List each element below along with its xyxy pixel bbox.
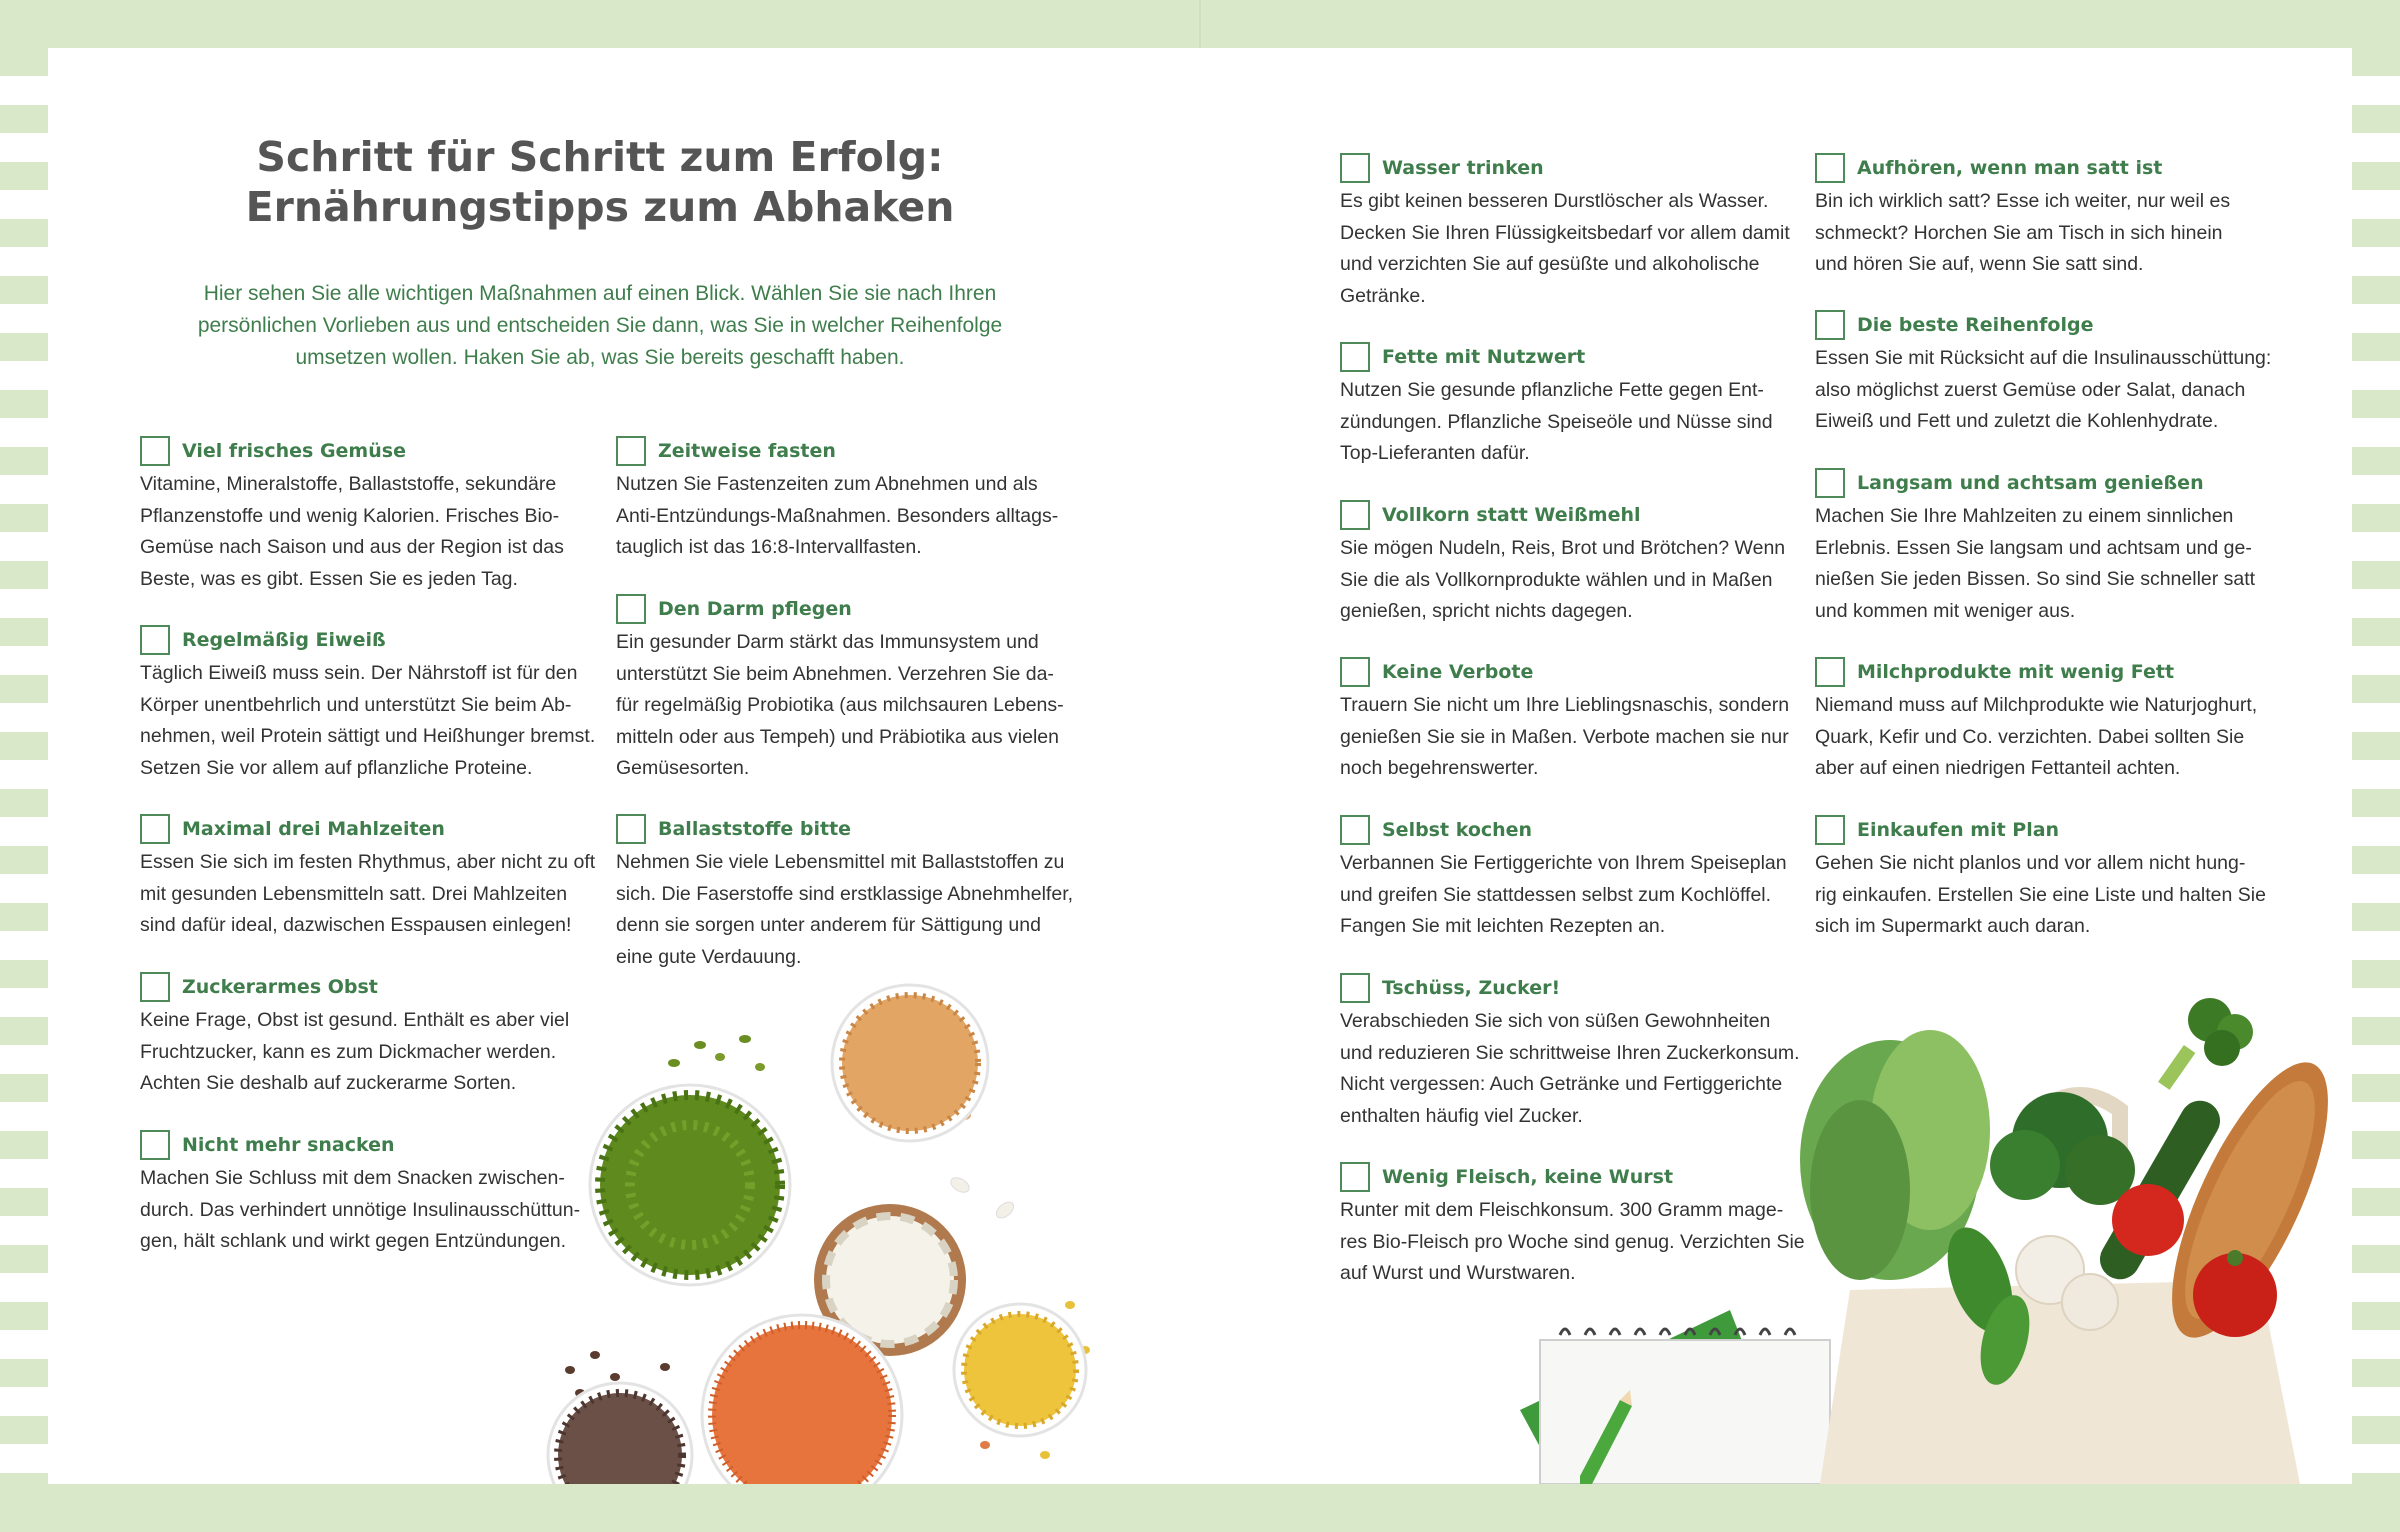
tip-title: Vollkorn statt Weißmehl	[1382, 504, 1641, 526]
tip-title: Tschüss, Zucker!	[1382, 977, 1561, 999]
tip-text: Verbannen Sie Fertiggerichte von Ihrem Speiseplan und greifen Sie stattdessen selbst zum Kochlöffel. Fangen Sie mit leichten Rezepten an.	[1340, 852, 1787, 938]
tip-title: Einkaufen mit Plan	[1857, 819, 2060, 841]
tip-text: Essen Sie sich im festen Rhythmus, aber nicht zu oft mit gesunden Lebensmitteln satt. Drei Mahlzeiten sind dafür ideal, dazwischen Esspausen einlegen!	[140, 851, 596, 937]
tip-text: Gehen Sie nicht planlos und vor allem nicht hung- rig einkaufen. Erstellen Sie eine Liste und halten Sie sich im Supermarkt auch daran.	[1815, 852, 2266, 938]
tip-text: Täglich Eiweiß muss sein. Der Nährstoff ist für den Körper unentbehrlich und unterstützt Sie beim Ab- nehmen, weil Protein sättigt und Heißhunger bremst. Setzen Sie vor allem auf pflanzliche Proteine.	[140, 662, 596, 779]
tip-wenig-fleisch-keine-wurst	[1340, 1161, 1805, 1290]
tip-title: Zuckerarmes Obst	[182, 976, 378, 998]
checkbox[interactable]	[616, 814, 646, 844]
tip-text: Ein gesunder Darm stärkt das Immunsystem und unterstützt Sie beim Abnehmen. Verzehren Sie da- für regelmäßig Probiotika (aus milchsauren Lebens- mitteln oder aus Tempeh) und Präbiotika aus vielen Gemüsesorten.	[616, 631, 1064, 780]
checkbox[interactable]	[616, 436, 646, 466]
tip-title: Milchprodukte mit wenig Fett	[1857, 661, 2175, 683]
tip-fette-mit-nutzwert	[1340, 341, 1780, 470]
tip-text: Sie mögen Nudeln, Reis, Brot und Brötchen? Wenn Sie die als Vollkornprodukte wählen und in Maßen genießen, spricht nichts dagegen.	[1340, 537, 1786, 623]
checkbox[interactable]	[1340, 153, 1370, 183]
tip-text: Essen Sie mit Rücksicht auf die Insulinausschüttung: also möglichst zuerst Gemüse oder Salat, danach Eiweiß und Fett und zuletzt die Kohlenhydrate.	[1815, 347, 2272, 433]
tip-viel-frisches-gemuese	[140, 435, 580, 595]
tip-title: Maximal drei Mahlzeiten	[182, 818, 445, 840]
tip-title: Selbst kochen	[1382, 819, 1533, 841]
tip-regelmaessig-eiweiss	[140, 624, 596, 784]
tip-text: Trauern Sie nicht um Ihre Lieblingsnaschis, sondern genießen Sie sie in Maßen. Verbote machen sie nur noch begehrenswerter.	[1340, 694, 1790, 780]
tip-title: Die beste Reihenfolge	[1857, 314, 2094, 336]
checkbox[interactable]	[140, 1130, 170, 1160]
brown-lentil-bowl	[548, 1383, 692, 1484]
checkbox[interactable]	[1815, 657, 1845, 687]
tip-milchprodukte	[1815, 656, 2258, 785]
tip-nicht-mehr-snacken	[140, 1129, 580, 1258]
tip-title: Wenig Fleisch, keine Wurst	[1382, 1166, 1674, 1188]
checkbox[interactable]	[1340, 1162, 1370, 1192]
checkbox[interactable]	[1340, 342, 1370, 372]
tip-title: Regelmäßig Eiweiß	[182, 629, 386, 651]
checkbox[interactable]	[140, 436, 170, 466]
checkbox[interactable]	[1340, 815, 1370, 845]
tip-wasser-trinken	[1340, 152, 1790, 312]
tip-title: Fette mit Nutzwert	[1382, 346, 1586, 368]
tip-title: Viel frisches Gemüse	[182, 440, 406, 462]
checkbox[interactable]	[140, 814, 170, 844]
bottom-band	[0, 1484, 2400, 1532]
tip-title: Ballaststoffe bitte	[658, 818, 852, 840]
yellow-pea-bowl	[954, 1304, 1086, 1436]
tip-maximal-drei-mahlzeiten	[140, 813, 596, 942]
mung-bean-bowl	[590, 1085, 790, 1285]
right-stripe-border	[2352, 48, 2400, 1484]
tip-text: Vitamine, Mineralstoffe, Ballaststoffe, sekundäre Pflanzenstoffe und wenig Kalorien. Frisches Bio- Gemüse nach Saison und aus der Region ist das Beste, was es gibt. Essen Sie es jeden Tag.	[140, 473, 564, 590]
tip-die-beste-reihenfolge	[1815, 309, 2272, 438]
checkbox[interactable]	[1815, 468, 1845, 498]
checkbox[interactable]	[1815, 310, 1845, 340]
legume-bowls-illustration	[540, 975, 1100, 1484]
checkbox[interactable]	[1815, 815, 1845, 845]
tip-langsam-und-achtsam	[1815, 467, 2255, 627]
tip-den-darm-pflegen	[616, 593, 1064, 785]
tip-title: Nicht mehr snacken	[182, 1134, 395, 1156]
intro-line: Hier sehen Sie alle wichtigen Maßnahmen auf einen Blick. Wählen Sie sie nach Ihren	[203, 282, 997, 305]
tip-title: Keine Verbote	[1382, 661, 1534, 683]
tip-text: Niemand muss auf Milchprodukte wie Naturjoghurt, Quark, Kefir und Co. verzichten. Dabei sollten Sie aber auf einen niedrigen Fettanteil achten.	[1815, 694, 2258, 780]
page-gutter	[1199, 0, 1201, 48]
chickpea-bowl	[832, 985, 988, 1141]
intro-text	[150, 278, 1050, 374]
tip-title: Zeitweise fasten	[658, 440, 836, 462]
checkbox[interactable]	[140, 972, 170, 1002]
tip-title: Langsam und achtsam genießen	[1857, 472, 2204, 494]
tip-selbst-kochen	[1340, 814, 1787, 943]
tip-keine-verbote	[1340, 656, 1790, 785]
tip-text: Machen Sie Ihre Mahlzeiten zu einem sinnlichen Erlebnis. Essen Sie langsam und achtsam und ge- nießen Sie jeden Bissen. So sind Sie schneller satt und kommen mit weniger aus.	[1815, 505, 2256, 622]
tip-text: Nehmen Sie viele Lebensmittel mit Ballaststoffen zu sich. Die Faserstoffe sind erstklassige Abnehmhelfer, denn sie sorgen unter anderem für Sättigung und eine gute Verdauung.	[616, 851, 1074, 968]
tip-text: Runter mit dem Fleischkonsum. 300 Gramm mage- res Bio-Fleisch pro Woche sind genug. Verzichten Sie auf Wurst und Wurstwaren.	[1340, 1199, 1805, 1285]
checkbox[interactable]	[1340, 500, 1370, 530]
intro-line: persönlichen Vorlieben aus und entscheiden Sie dann, was Sie in welcher Reihenfolge	[197, 314, 1003, 337]
tip-text: Nutzen Sie Fastenzeiten zum Abnehmen und als Anti-Entzündungs-Maßnahmen. Besonders alltags- tauglich ist das 16:8-Intervallfasten.	[616, 473, 1059, 559]
checkbox[interactable]	[1815, 153, 1845, 183]
tip-text: Keine Frage, Obst ist gesund. Enthält es aber viel Fruchtzucker, kann es zum Dickmacher werden. Achten Sie deshalb auf zuckerarme Sorten.	[140, 1009, 570, 1095]
checkbox[interactable]	[1340, 973, 1370, 1003]
checkbox[interactable]	[1340, 657, 1370, 687]
tip-ballaststoffe-bitte	[616, 813, 1074, 973]
broccoli-floret	[2158, 998, 2253, 1090]
checkbox[interactable]	[140, 625, 170, 655]
intro-line: umsetzen wollen. Haken Sie ab, was Sie bereits geschafft haben.	[295, 346, 905, 369]
vegetable-bag-illustration	[1740, 990, 2340, 1484]
tip-title: Aufhören, wenn man satt ist	[1857, 157, 2163, 179]
page-title	[240, 132, 960, 232]
title-line-2: Ernährungstipps zum Abhaken	[245, 183, 955, 231]
tip-text: Verabschieden Sie sich von süßen Gewohnheiten und reduzieren Sie schrittweise Ihren Zuckerkonsum. Nicht vergessen: Auch Getränke und Fertiggerichte enthalten häufig viel Zucker.	[1340, 1010, 1800, 1127]
left-stripe-border	[0, 48, 48, 1484]
tip-text: Nutzen Sie gesunde pflanzliche Fette gegen Ent- zündungen. Pflanzliche Speiseöle und Nüsse sind Top-Lieferanten dafür.	[1340, 379, 1773, 465]
tip-text: Machen Sie Schluss mit dem Snacken zwischen- durch. Das verhindert unnötige Insulinausschüttun- gen, hält schlank und wirkt gegen Entzündungen.	[140, 1167, 581, 1253]
tip-tschuess-zucker	[1340, 972, 1800, 1132]
tip-vollkorn-statt-weissmehl	[1340, 499, 1786, 628]
tip-einkaufen-mit-plan	[1815, 814, 2266, 943]
tip-text: Es gibt keinen besseren Durstlöscher als Wasser. Decken Sie Ihren Flüssigkeitsbedarf vor allem damit und verzichten Sie auf gesüßte und alkoholische Getränke.	[1340, 190, 1790, 307]
checkbox[interactable]	[616, 594, 646, 624]
title-line-1: Schritt für Schritt zum Erfolg:	[256, 133, 944, 181]
tip-text: Bin ich wirklich satt? Esse ich weiter, nur weil es schmeckt? Horchen Sie am Tisch in sich hinein und hören Sie auf, wenn Sie satt sind.	[1815, 190, 2231, 276]
tip-zuckerarmes-obst	[140, 971, 580, 1100]
tip-title: Wasser trinken	[1382, 157, 1544, 179]
tip-aufhoeren-wenn-satt	[1815, 152, 2255, 281]
tip-title: Den Darm pflegen	[658, 598, 852, 620]
tip-zeitweise-fasten	[616, 435, 1059, 564]
